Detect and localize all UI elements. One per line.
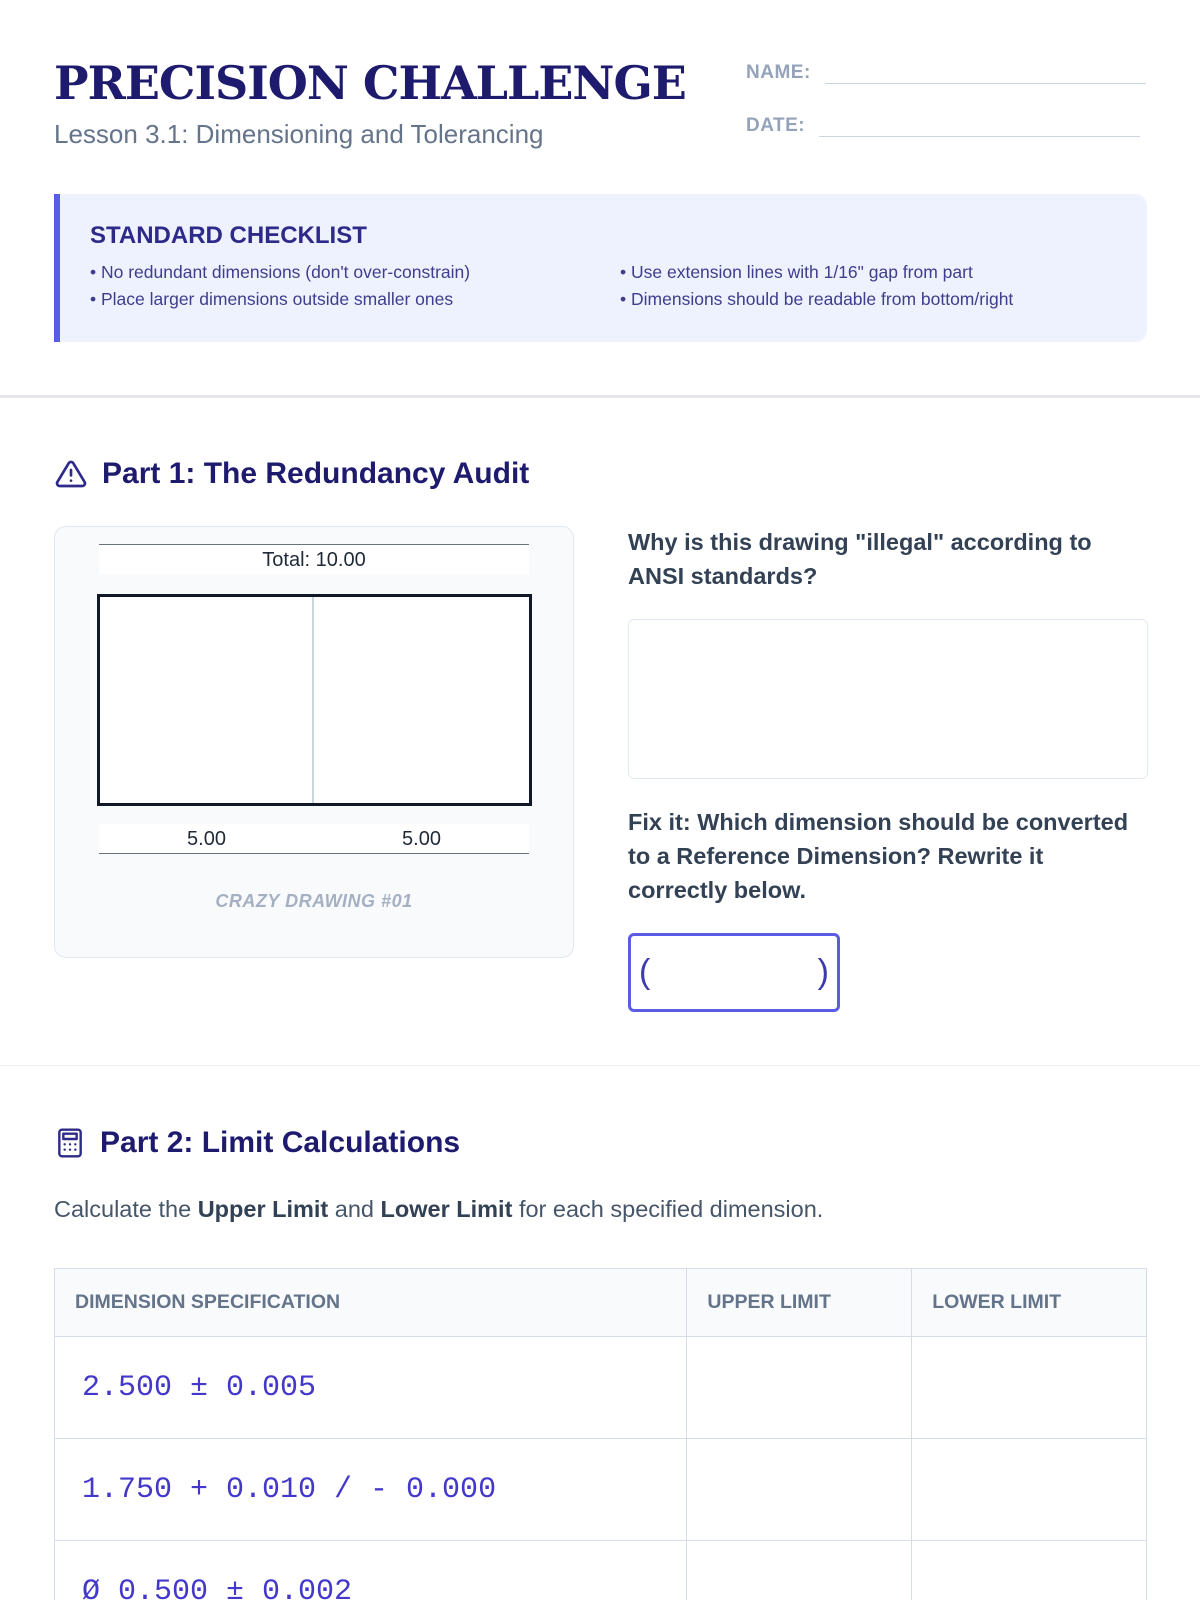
total-dimension: Total: 10.00 — [99, 544, 529, 574]
worksheet-header — [54, 56, 1146, 156]
drawing-card — [54, 526, 574, 958]
upper-limit-cell[interactable] — [687, 1337, 912, 1439]
section-divider — [0, 1065, 1200, 1066]
part-outline — [97, 594, 532, 806]
reference-dimension-input[interactable] — [628, 933, 840, 1012]
intro-suffix: for each specified dimension. — [512, 1196, 824, 1222]
checklist-item: • Dimensions should be readable from bottom/right — [620, 289, 1150, 310]
right-dimension: 5.00 — [314, 824, 529, 854]
upper-limit-cell[interactable] — [687, 1439, 912, 1541]
col-dimension-spec: DIMENSION SPECIFICATION — [55, 1269, 687, 1337]
page-subtitle: Lesson 3.1: Dimensioning and Tolerancing — [54, 119, 544, 149]
col-lower-limit: LOWER LIMIT — [912, 1269, 1147, 1337]
calculator-icon — [54, 1126, 86, 1160]
table-row — [55, 1337, 1147, 1439]
intro-mid: and — [328, 1196, 381, 1222]
intro-upper-limit: Upper Limit — [197, 1196, 329, 1222]
lower-limit-cell[interactable] — [912, 1337, 1147, 1439]
close-paren: ) — [817, 953, 829, 991]
part1-title: Part 1: The Redundancy Audit — [102, 457, 530, 490]
standard-checklist — [54, 194, 1147, 342]
date-label: DATE: — [746, 115, 806, 136]
question-reference-dimension: Fix it: Which dimension should be converted to a Reference Dimension? Rewrite it correctly below. — [628, 809, 1129, 903]
date-field-row — [746, 113, 1140, 137]
name-field[interactable] — [825, 60, 1146, 84]
open-paren: ( — [639, 953, 651, 991]
part2-title: Part 2: Limit Calculations — [100, 1126, 461, 1159]
table-row — [55, 1541, 1147, 1600]
warning-icon — [54, 458, 88, 490]
name-field-row — [746, 60, 1146, 84]
limits-table — [54, 1268, 1147, 1600]
col-upper-limit: UPPER LIMIT — [687, 1269, 912, 1337]
question-illegal: Why is this drawing "illegal" according to ANSI standards? — [628, 529, 1092, 589]
left-dimension: 5.00 — [99, 824, 314, 854]
lower-limit-cell[interactable] — [912, 1541, 1147, 1600]
table-row — [55, 1439, 1147, 1541]
checklist-item: • Place larger dimensions outside smaller ones — [90, 289, 620, 310]
checklist-item: • No redundant dimensions (don't over-constrain) — [90, 262, 620, 283]
upper-limit-cell[interactable] — [687, 1541, 912, 1600]
dimension-spec-cell: 1.750 + 0.010 / - 0.000 — [55, 1439, 687, 1541]
intro-lower-limit: Lower Limit — [380, 1196, 513, 1222]
checklist-title: STANDARD CHECKLIST — [90, 222, 367, 249]
name-label: NAME: — [746, 62, 811, 83]
page-title: PRECISION CHALLENGE — [54, 56, 686, 110]
part2-instructions — [54, 1196, 823, 1223]
part1-heading — [54, 457, 529, 491]
drawing-caption: CRAZY DRAWING #01 — [215, 891, 413, 911]
part-center-line — [312, 597, 314, 803]
checklist-item: • Use extension lines with 1/16" gap from part — [620, 262, 1150, 283]
dimension-spec-cell: Ø 0.500 ± 0.002 — [55, 1541, 687, 1600]
dimension-spec-cell: 2.500 ± 0.005 — [55, 1337, 687, 1439]
date-field[interactable] — [819, 113, 1140, 137]
section-divider — [0, 395, 1200, 398]
table-header-row — [55, 1269, 1147, 1337]
intro-prefix: Calculate the — [54, 1196, 198, 1222]
part2-heading — [54, 1126, 460, 1160]
illegal-answer-box[interactable] — [628, 619, 1148, 779]
lower-limit-cell[interactable] — [912, 1439, 1147, 1541]
checklist-items — [90, 262, 1117, 310]
